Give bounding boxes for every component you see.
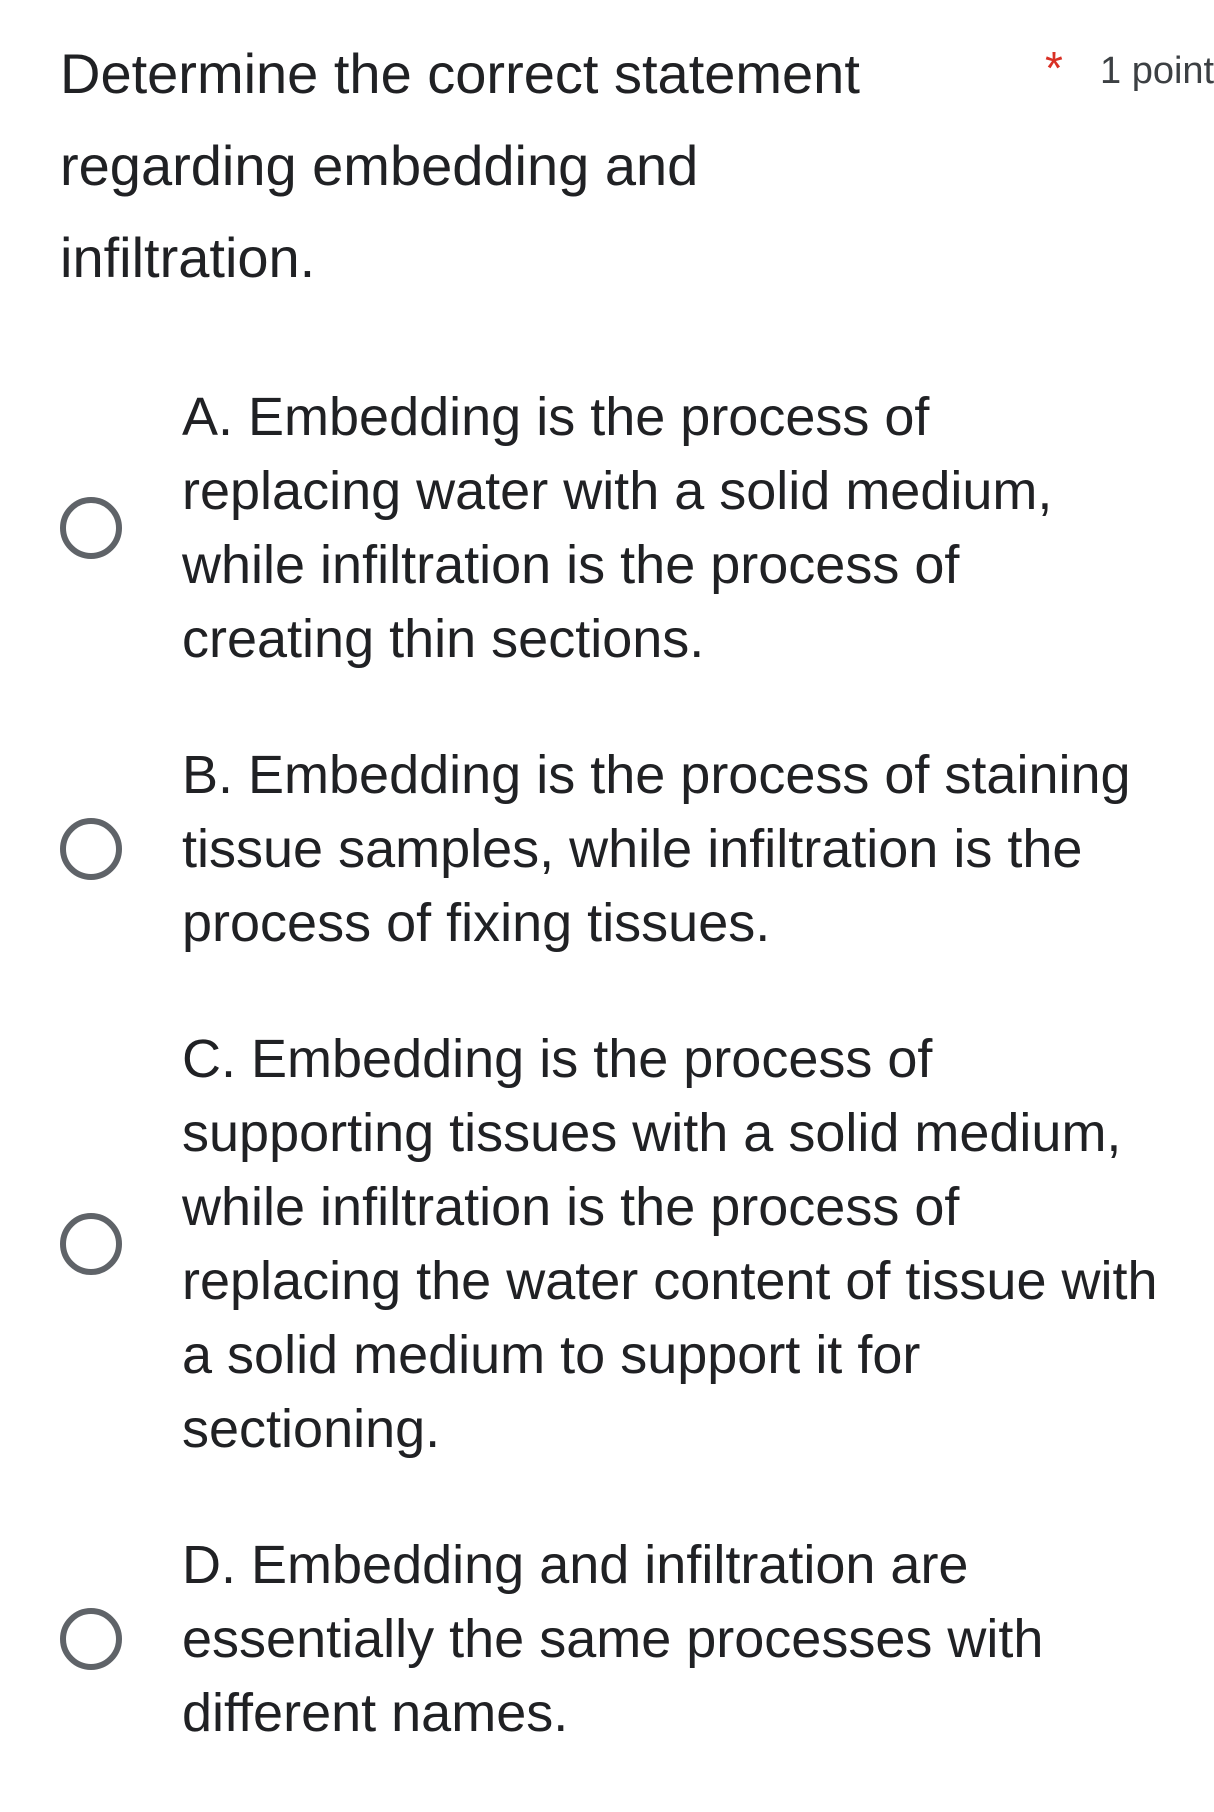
- radio-unchecked-icon[interactable]: [60, 497, 122, 559]
- radio-unchecked-icon[interactable]: [60, 1213, 122, 1275]
- option-d-label: D. Embedding and infiltration are essentially the same processes with different names.: [182, 1535, 1044, 1743]
- options-list: [0, 380, 1183, 1812]
- required-asterisk: *: [1045, 42, 1063, 94]
- option-a[interactable]: [0, 380, 1183, 676]
- option-d[interactable]: [0, 1528, 1183, 1750]
- option-c-label: C. Embedding is the process of supporting tissues with a solid medium, while infiltration is the process of replacing the water content of tissue with a solid medium to support it for sectioning.: [182, 1029, 1158, 1459]
- radio-unchecked-icon[interactable]: [60, 1608, 122, 1670]
- question-header: [60, 28, 1214, 304]
- option-a-label: A. Embedding is the process of replacing water with a solid medium, while infiltration is the process of creating thin sections.: [182, 387, 1053, 669]
- radio-unchecked-icon[interactable]: [60, 818, 122, 880]
- points-label: 1 point: [1100, 50, 1214, 92]
- option-c[interactable]: [0, 1022, 1183, 1466]
- question-title: Determine the correct statement regarding embedding and infiltration.: [60, 42, 860, 289]
- option-b-label: B. Embedding is the process of staining tissue samples, while infiltration is the process of fixing tissues.: [182, 745, 1131, 953]
- option-b[interactable]: [0, 738, 1183, 960]
